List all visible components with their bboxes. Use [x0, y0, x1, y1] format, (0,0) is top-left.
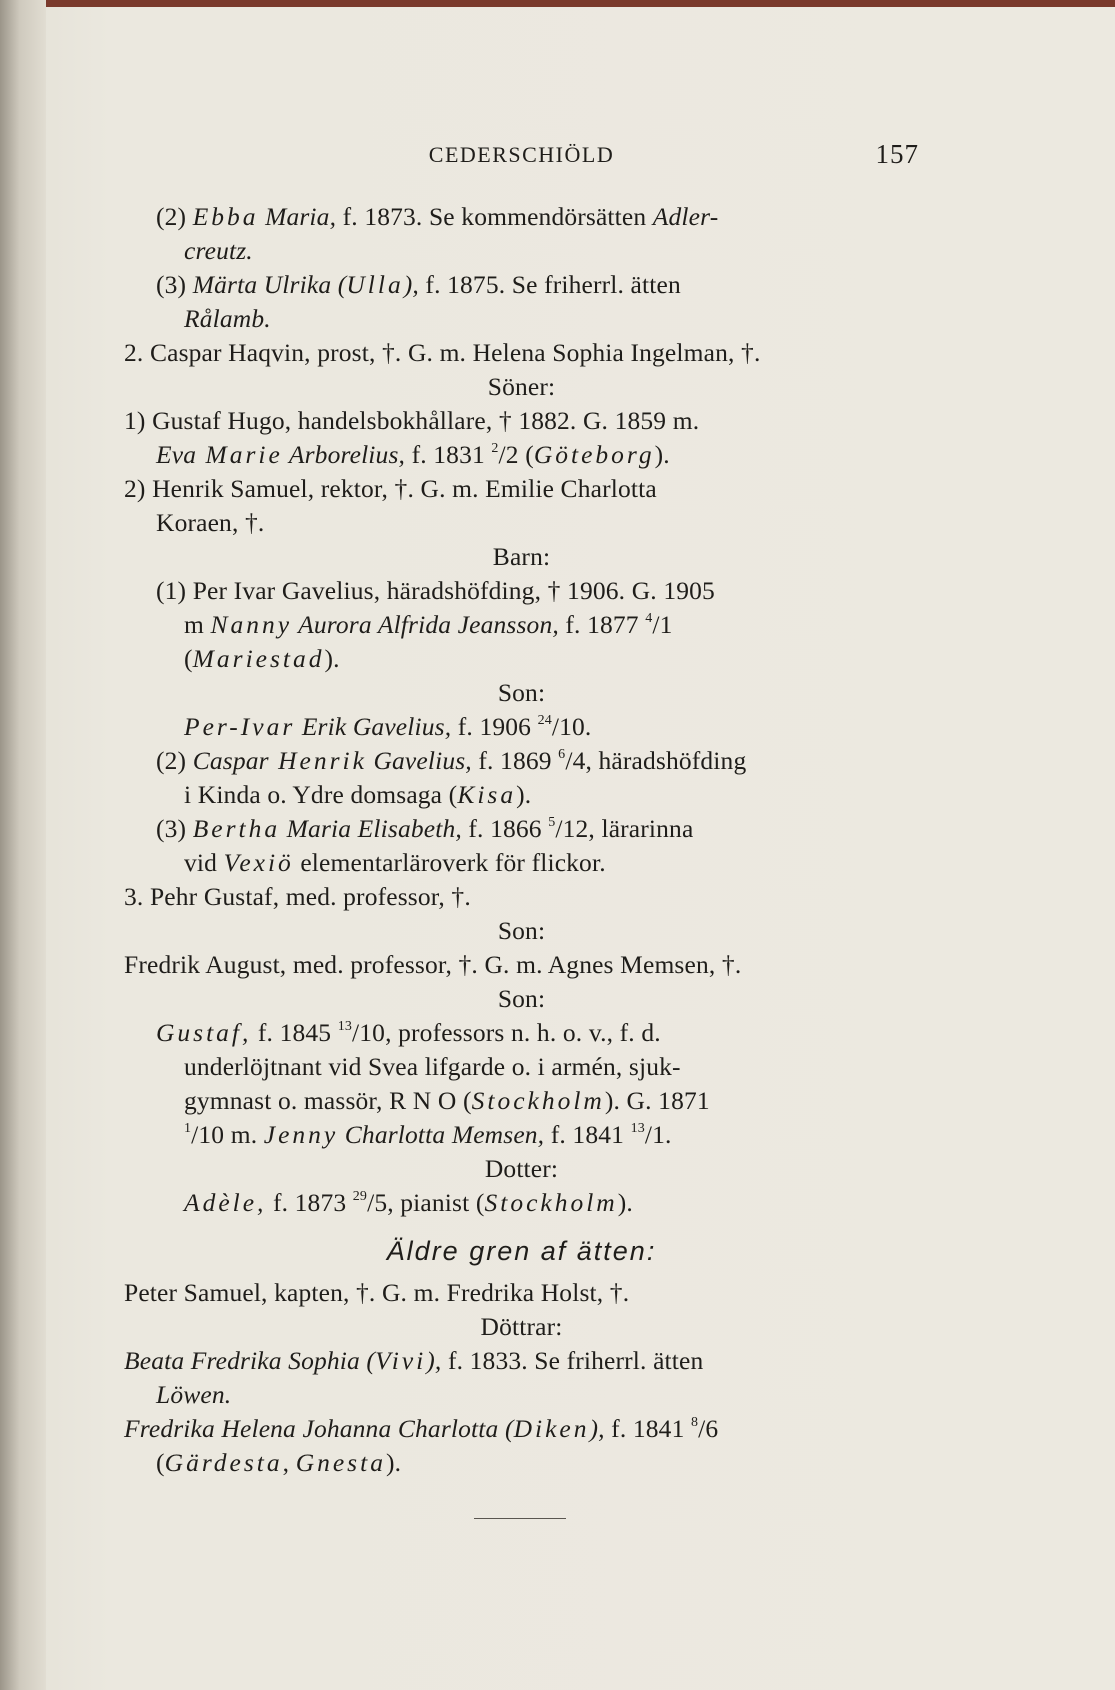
text-segment: ).: [617, 1188, 633, 1217]
text-segment: Adler-: [652, 202, 719, 231]
text-line: [124, 676, 919, 710]
text-segment: gymnast o. massör, R N O (: [184, 1086, 472, 1115]
text-line: [124, 710, 979, 744]
text-segment: Per-Ivar: [184, 712, 296, 741]
superscript-day: 2: [491, 441, 499, 456]
text-segment: i Kinda o. Ydre domsaga (: [184, 780, 458, 809]
text-segment: Koraen, †.: [156, 508, 265, 537]
text-segment: (: [156, 1448, 165, 1477]
text-segment: 1) Gustaf Hugo, handelsbokhållare, † 1882. G. 1859 m.: [124, 406, 700, 435]
text-segment: (3): [156, 270, 193, 299]
text-segment: Mariestad: [192, 644, 325, 673]
superscript-day: 13: [630, 1121, 645, 1136]
text-segment: ),: [426, 1346, 442, 1375]
text-segment: Vivi: [375, 1346, 427, 1375]
text-line: [124, 608, 979, 642]
text-segment: Dotter:: [484, 1154, 559, 1183]
text-segment: Caspar: [192, 746, 269, 775]
text-segment: (2): [156, 746, 193, 775]
text-segment: Göteborg: [533, 440, 655, 469]
text-line: [124, 744, 951, 778]
text-segment: Märta: [192, 270, 258, 299]
text-segment: Maria Elisabeth,: [280, 814, 462, 843]
superscript-day: 6: [558, 747, 566, 762]
text-segment: f. 1877: [558, 610, 646, 639]
text-segment: /4, häradshöfding: [565, 746, 747, 775]
section-heading: Äldre gren af ätten:: [386, 1236, 657, 1266]
text-segment: /1: [652, 610, 673, 639]
text-line: [124, 540, 919, 574]
text-segment: 2. Caspar Haqvin, prost, †. G. m. Helena Sophia Ingelman, †.: [124, 338, 761, 367]
text-line: [124, 812, 951, 846]
text-segment: Gärdesta: [164, 1448, 283, 1477]
text-line: [124, 982, 919, 1016]
text-line: [124, 1310, 919, 1344]
text-segment: f. 1845: [251, 1018, 338, 1047]
text-segment: 3. Pehr Gustaf, med. professor, †.: [124, 882, 471, 911]
text-segment: Bertha: [192, 814, 281, 843]
text-line: [124, 268, 951, 302]
text-segment: f. 1873. Se kommendörsätten: [336, 202, 653, 231]
text-segment: f. 1875. Se friherrl. ätten: [418, 270, 681, 299]
text-segment: Barn:: [492, 542, 551, 571]
text-segment: Gnesta: [295, 1448, 386, 1477]
superscript-day: 8: [691, 1415, 699, 1430]
text-segment: Erik Gavelius,: [295, 712, 452, 741]
text-segment: Döttrar:: [480, 1312, 563, 1341]
text-segment: elementarläroverk för flickor.: [293, 848, 606, 877]
text-segment: Stockholm: [471, 1086, 605, 1115]
text-line: [124, 404, 919, 438]
superscript-day: 24: [537, 713, 552, 728]
text-segment: Son:: [497, 916, 546, 945]
text-line: [124, 336, 919, 370]
text-segment: Vexiö: [223, 848, 294, 877]
text-line: [124, 1412, 919, 1446]
text-line: [124, 1378, 951, 1412]
text-segment: Jenny: [263, 1120, 339, 1149]
text-segment: ).: [654, 440, 670, 469]
text-line: [124, 438, 951, 472]
text-segment: Gavelius,: [366, 746, 472, 775]
text-segment: f. 1841: [604, 1414, 691, 1443]
text-segment: Stockholm: [484, 1188, 618, 1217]
text-segment: f. 1906: [451, 712, 538, 741]
text-segment: Ulla: [346, 270, 404, 299]
text-line: [124, 370, 919, 404]
text-line: [124, 472, 919, 506]
text-segment: Arborelius,: [282, 440, 406, 469]
text-line: [124, 1344, 919, 1378]
text-line: [124, 1276, 919, 1310]
text-segment: Eva: [156, 440, 197, 469]
text-line: [124, 778, 979, 812]
text-segment: f. 1831: [405, 440, 492, 469]
text-segment: (1) Per Ivar Gavelius, häradshöfding, † 1906. G. 1905: [156, 576, 715, 605]
text-segment: Fredrika Helena Johanna Charlotta (: [124, 1414, 514, 1443]
text-segment: ,: [282, 1448, 296, 1477]
text-segment: (: [184, 644, 193, 673]
running-title: CEDERSCHIÖLD: [428, 142, 615, 167]
text-segment: Adèle,: [184, 1188, 267, 1217]
text-segment: Henrik: [268, 746, 367, 775]
text-segment: (2): [156, 202, 193, 231]
text-segment: f. 1841: [544, 1120, 631, 1149]
superscript-day: 13: [337, 1019, 353, 1034]
text-segment: ),: [403, 270, 419, 299]
text-segment: /10.: [551, 712, 592, 741]
text-segment: f. 1866: [461, 814, 549, 843]
text-line: [124, 302, 979, 336]
text-segment: ).: [385, 1448, 402, 1477]
text-segment: /10 m.: [191, 1120, 264, 1149]
book-spine-shadow: [0, 0, 46, 1690]
text-segment: Rålamb.: [184, 304, 271, 333]
text-segment: Beata Fredrika Sophia (: [124, 1346, 376, 1375]
text-segment: /6: [698, 1414, 719, 1443]
text-segment: ).: [324, 644, 340, 673]
text-segment: vid: [184, 848, 224, 877]
text-line: [124, 1186, 979, 1220]
text-segment: f. 1873: [266, 1188, 353, 1217]
page-top-edge: [0, 0, 1115, 7]
text-segment: Gustaf,: [156, 1018, 252, 1047]
text-line: [124, 846, 979, 880]
text-segment: Ebba: [192, 202, 259, 231]
closing-rule: [474, 1518, 566, 1519]
superscript-day: 1: [184, 1121, 192, 1136]
text-segment: ). G. 1871: [604, 1086, 710, 1115]
text-segment: Nanny: [210, 610, 293, 639]
text-segment: Ulrika (: [257, 270, 347, 299]
superscript-day: 29: [352, 1189, 368, 1204]
text-segment: Peter Samuel, kapten, †. G. m. Fredrika Holst, †.: [124, 1278, 630, 1307]
text-segment: 2) Henrik Samuel, rektor, †. G. m. Emilie Charlotta: [124, 474, 657, 503]
text-segment: underlöjtnant vid Svea lifgarde o. i armén, sjuk-: [184, 1052, 681, 1081]
text-line: [124, 1016, 951, 1050]
text-line: [124, 880, 919, 914]
text-segment: /2 (: [498, 440, 534, 469]
text-line: [124, 948, 919, 982]
text-segment: Son:: [497, 678, 546, 707]
text-segment: Maria,: [258, 202, 337, 231]
text-line: [124, 1152, 919, 1186]
text-segment: /12, lärarinna: [555, 814, 694, 843]
superscript-day: 5: [548, 815, 556, 830]
text-line: [124, 1446, 951, 1480]
text-segment: creutz.: [184, 236, 253, 265]
text-segment: /10, professors n. h. o. v., f. d.: [352, 1018, 661, 1047]
text-segment: ).: [516, 780, 532, 809]
text-segment: Löwen.: [156, 1380, 232, 1409]
text-segment: Kisa: [457, 780, 517, 809]
superscript-day: 4: [645, 611, 653, 626]
text-segment: m: [184, 610, 211, 639]
text-segment: f. 1869: [471, 746, 559, 775]
text-line: [124, 574, 951, 608]
text-segment: Söner:: [487, 372, 556, 401]
text-line: [124, 1050, 979, 1084]
text-line: [124, 1084, 979, 1118]
text-segment: f. 1833. Se friherrl. ätten: [441, 1346, 704, 1375]
text-segment: Son:: [497, 984, 546, 1013]
text-line: [124, 1118, 979, 1152]
text-segment: (3): [156, 814, 193, 843]
text-segment: Aurora Alfrida Jeansson,: [292, 610, 559, 639]
text-line: [124, 234, 979, 268]
text-segment: Fredrik August, med. professor, †. G. m. Agnes Memsen, †.: [124, 950, 742, 979]
text-segment: ),: [589, 1414, 605, 1443]
text-line: [124, 506, 951, 540]
page-number: 157: [875, 139, 919, 169]
text-segment: /5, pianist (: [367, 1188, 485, 1217]
text-line: [124, 200, 951, 234]
text-line: [124, 642, 979, 676]
text-line: [124, 914, 919, 948]
text-segment: Charlotta Memsen,: [338, 1120, 545, 1149]
text-segment: Marie: [196, 440, 283, 469]
text-segment: Diken: [513, 1414, 590, 1443]
text-segment: /1.: [644, 1120, 672, 1149]
